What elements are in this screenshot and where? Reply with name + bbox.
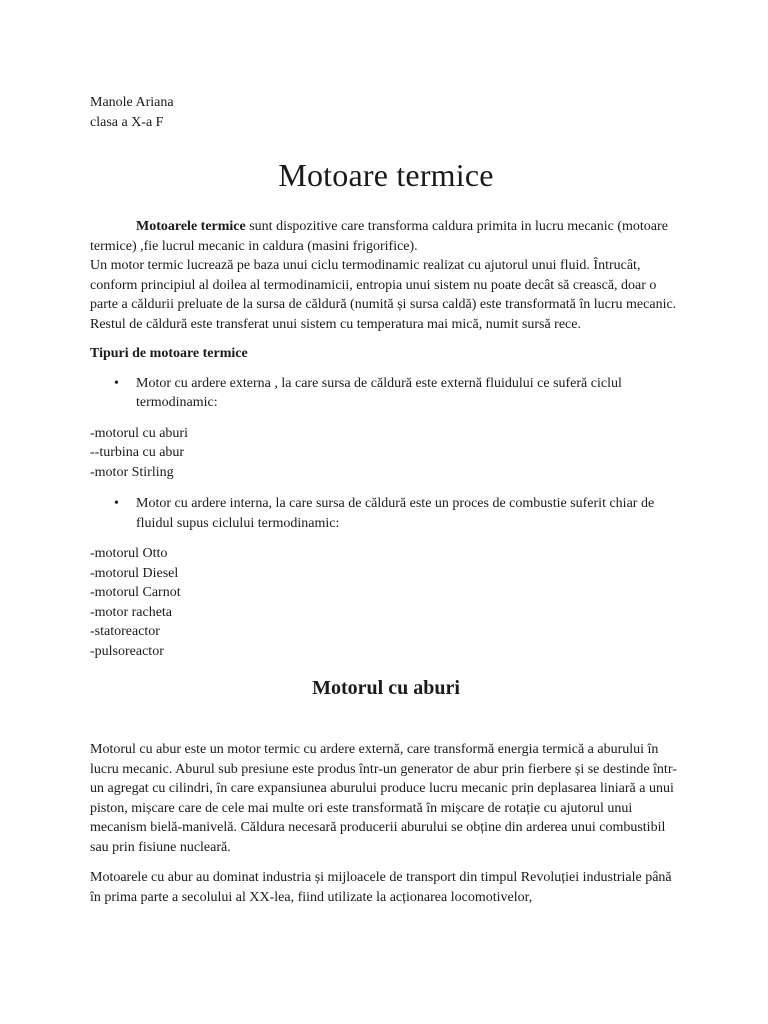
internal-bullet-text: Motor cu ardere interna, la care sursa de căldură este un proces de combustie suferit chiar de fluidul supus ciclului termodinamic: <box>136 496 655 531</box>
document-title: Motoare termice <box>278 157 494 193</box>
section-paragraph-2: Motoarele cu abur au dominat industria și mijloacele de transport din timpul Revoluției industriale până în prima parte a secolului al XX-lea, fiind utilizate la acționarea locomotivelor, <box>90 870 672 905</box>
list-item: --turbina cu abur <box>90 445 185 460</box>
external-bullet <box>90 374 682 413</box>
internal-list <box>90 544 682 661</box>
list-item: -motorul Carnot <box>90 585 181 600</box>
section-heading: Motorul cu aburi <box>312 677 460 699</box>
intro-text-1: sunt dispozitive care transforma caldura primita in lucru mecanic (motoare termice) ,fie lucrul mecanic in caldura (masini frigorifice). <box>90 219 668 254</box>
bullet-dot-icon: • <box>114 496 119 511</box>
list-item: -motor Stirling <box>90 464 174 480</box>
author-class: clasa a X-a F <box>90 114 164 130</box>
intro-bold-term: Motoarele termice <box>136 219 246 234</box>
author-name: Manole Ariana <box>90 95 174 110</box>
internal-bullet <box>90 494 682 533</box>
external-list <box>90 424 682 483</box>
list-item: -motorul cu aburi <box>90 425 188 441</box>
bullet-dot-icon: • <box>114 375 119 391</box>
intro-paragraph <box>90 217 682 334</box>
intro-text-2: Un motor termic lucrează pe baza unui ciclu termodinamic realizat cu ajutorul unui fluid. Întrucât, conform principiul al doilea al termodinamicii, entropia unui sistem nu poate decât să crească, doar o parte a căldurii preluate de la sursa de căldură (numită și sursa caldă) este transformată în lucru mecanic. Restul de căldură este transferat unui sistem cu temperatura mai mică, numit sursă rece. <box>90 258 677 332</box>
types-heading: Tipuri de motoare termice <box>90 346 248 361</box>
list-item: -motor racheta <box>90 604 173 620</box>
list-item: -pulsoreactor <box>90 643 164 659</box>
section-paragraph-1: Motorul cu abur este un motor termic cu ardere externă, care transformă energia termică a aburului în lucru mecanic. Aburul sub presiune este produs într-un generator de abur prin fierbere și se destinde într-un agregat cu cilindri, în care expansiunea aburului produce lucru mecanic prin deplasarea liniară a unui piston, mișcare care de cele mai multe ori este transformată în mișcare de rotație cu ajutorul unui mecanism bielă-manivelă. Căldura necesară producerii aburului se obține din arderea unui combustibil sau prin fisiune nucleară. <box>90 742 677 855</box>
list-item: -motorul Otto <box>90 546 168 561</box>
document-page <box>90 93 682 907</box>
external-bullet-text: Motor cu ardere externa , la care sursa de căldură este externă fluidului ce suferă ciclul termodinamic: <box>136 375 622 410</box>
list-item: -motorul Diesel <box>90 565 179 581</box>
list-item: -statoreactor <box>90 624 160 639</box>
